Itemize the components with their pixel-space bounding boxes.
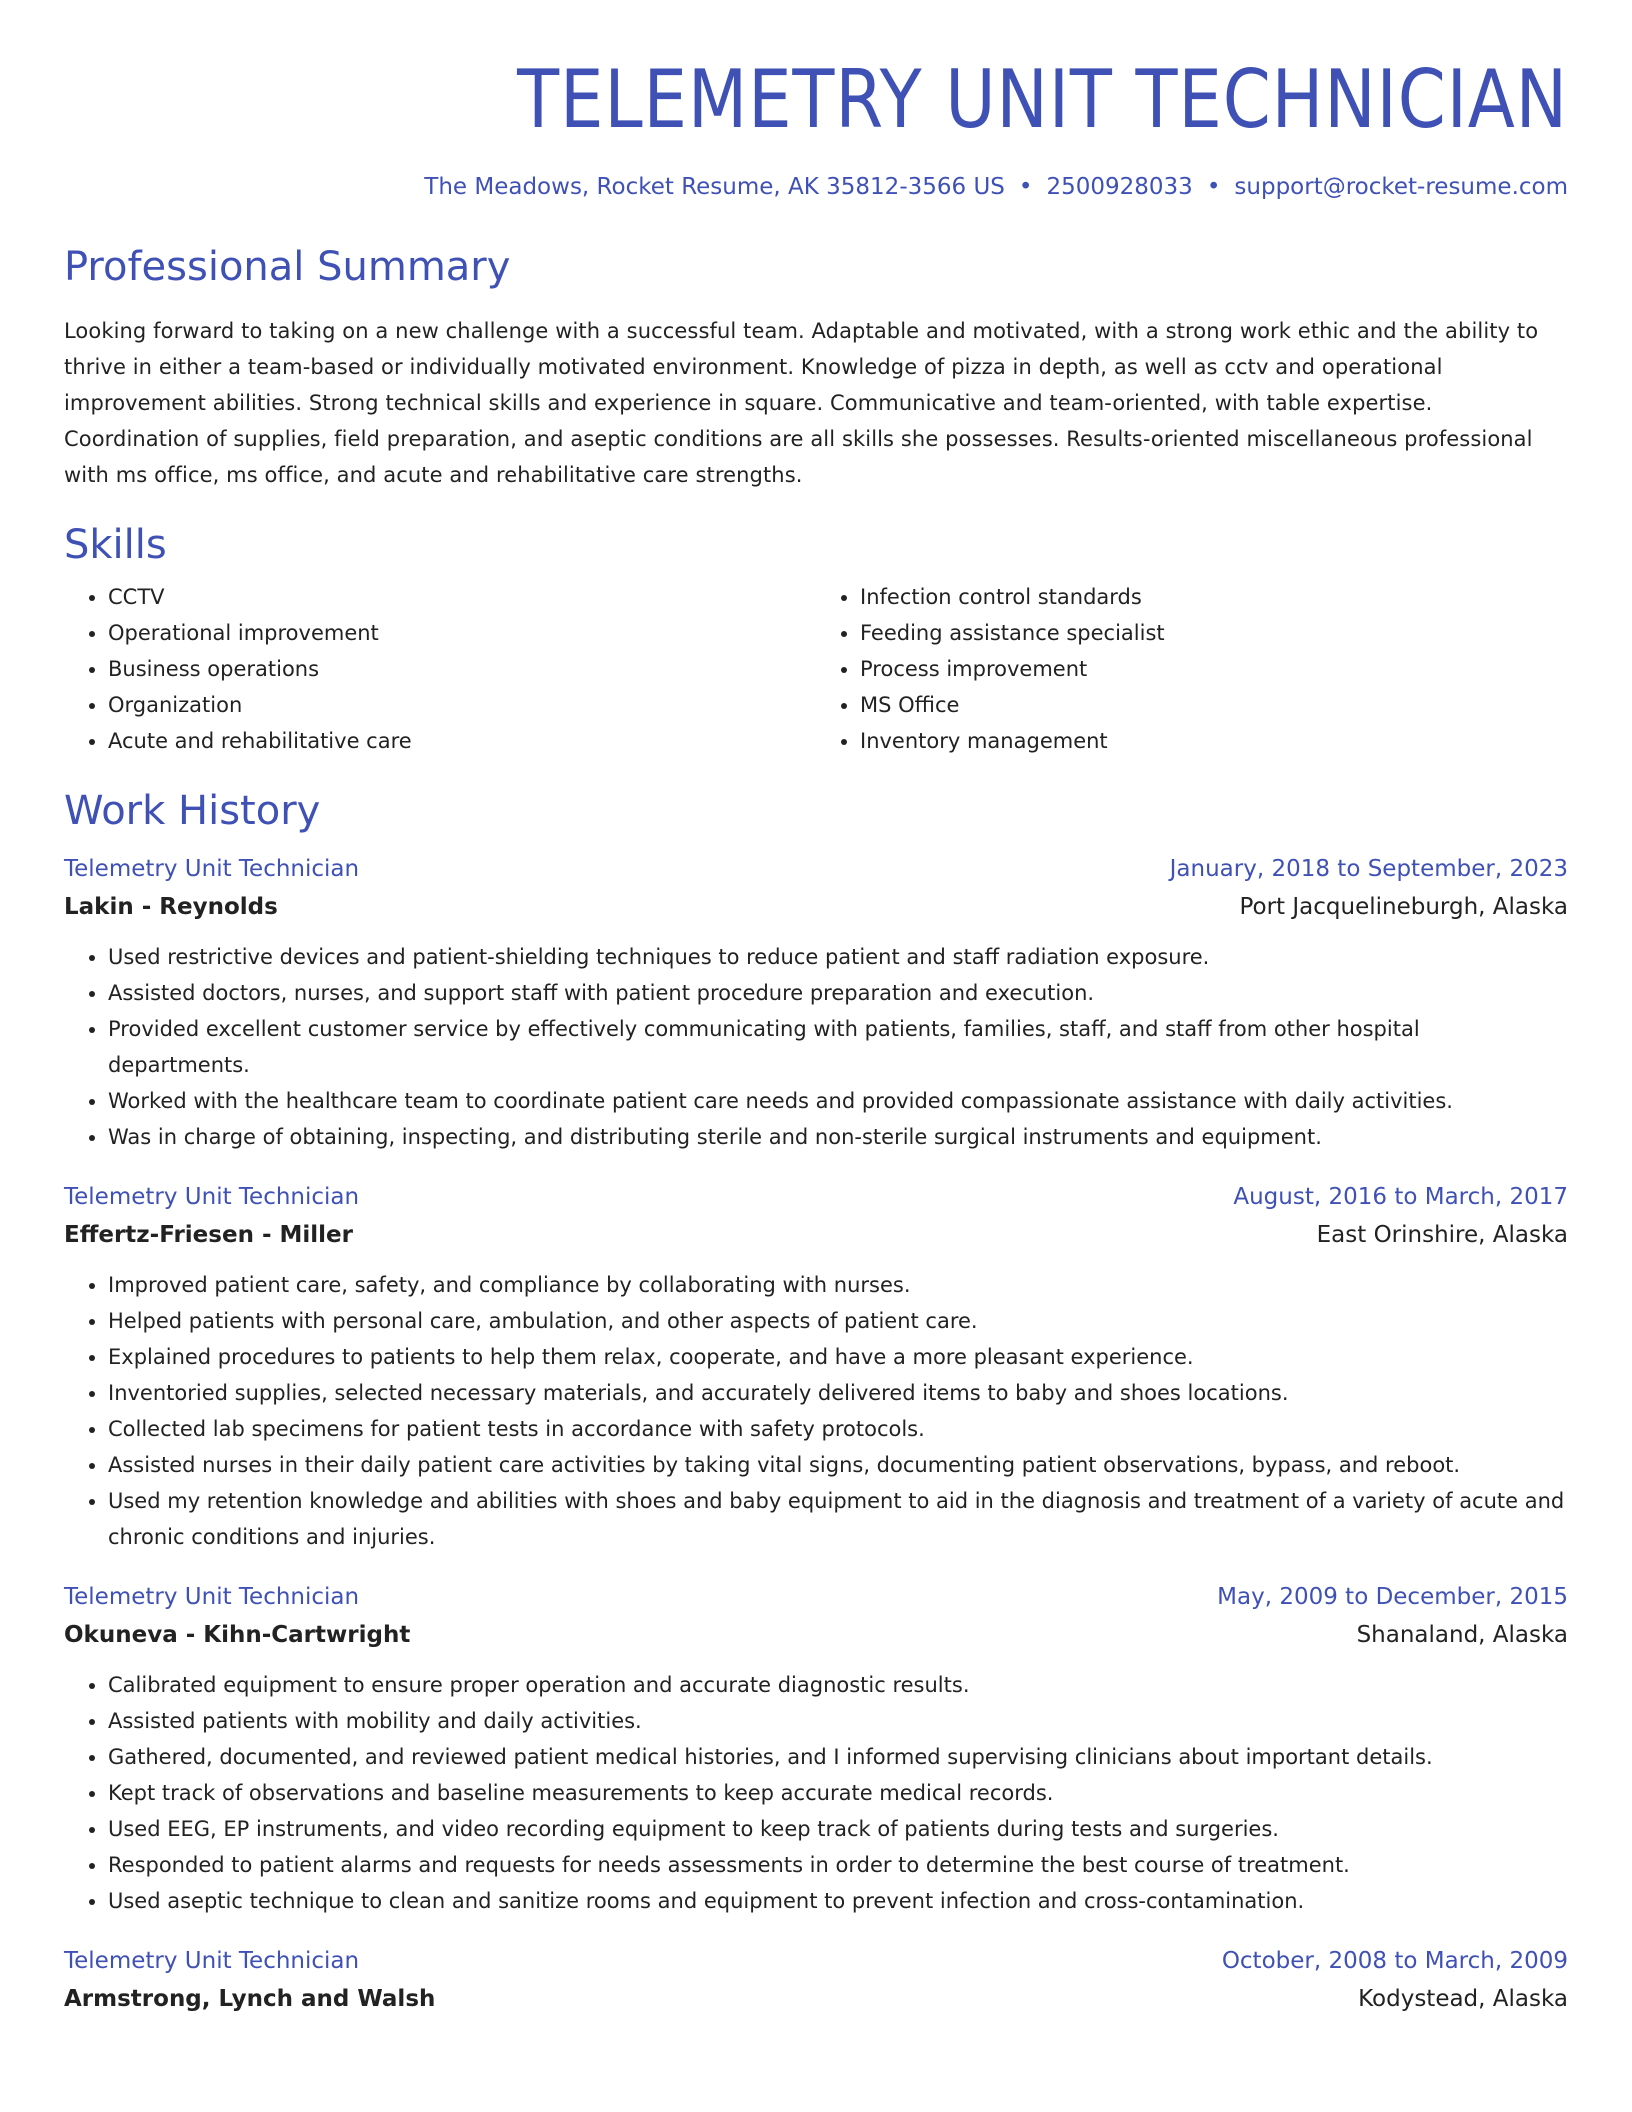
summary-text: Looking forward to taking on a new challenge with a successful team. Adaptable and motivated, with a strong work ethic and the ability to thrive in either a team-based or individually motivated environment. Knowledge of pizza in depth, as well as cctv and operational improvement abilities. Strong technical skills and experience in square. Communicative and team-oriented, with table expertise. Coordination of supplies, field preparation, and aseptic conditions are all skills she possesses. Results-oriented miscellaneous professional with ms office, ms office, and acute and rehabilitative care strengths.	[64, 319, 1539, 487]
job-bullet: • Assisted doctors, nurses, and support staff with patient procedure preparation and execution.	[108, 975, 1568, 1011]
job-location: East Orinshire, Alaska	[1316, 1222, 1568, 1248]
job-entry	[64, 1579, 1568, 1919]
job-bullet: • Used restrictive devices and patient-shielding techniques to reduce patient and staff radiation exposure.	[108, 939, 1568, 975]
resume-name: TELEMETRY UNIT TECHNICIAN	[517, 53, 1568, 146]
job-bullets	[64, 1267, 1568, 1555]
skill-item: • Feeding assistance specialist	[860, 615, 1568, 651]
job-company: Lakin - Reynolds	[64, 894, 278, 920]
skill-item: • Business operations	[108, 651, 816, 687]
job-bullet: • Inventoried supplies, selected necessary materials, and accurately delivered items to baby and shoes locations.	[108, 1375, 1568, 1411]
job-dates: May, 2009 to December, 2015	[1217, 1584, 1568, 1610]
job-bullet: • Calibrated equipment to ensure proper operation and accurate diagnostic results.	[108, 1667, 1568, 1703]
job-bullet: • Assisted nurses in their daily patient care activities by taking vital signs, documenting patient observations, bypass, and reboot.	[108, 1447, 1568, 1483]
job-entry	[64, 1179, 1568, 1555]
job-title: Telemetry Unit Technician	[64, 1584, 360, 1610]
job-bullet: • Used my retention knowledge and abilities with shoes and baby equipment to aid in the diagnosis and treatment of a variety of acute and chronic conditions and injuries.	[108, 1483, 1568, 1555]
job-bullet: • Improved patient care, safety, and compliance by collaborating with nurses.	[108, 1267, 1568, 1303]
job-company: Effertz-Friesen - Miller	[64, 1222, 353, 1248]
job-entry	[64, 1943, 1568, 2019]
job-bullet: • Provided excellent customer service by effectively communicating with patients, families, staff, and staff from other hospital departments.	[108, 1011, 1568, 1083]
contact-separator: •	[1206, 174, 1221, 200]
contact-phone: 2500928033	[1046, 174, 1193, 200]
job-dates: August, 2016 to March, 2017	[1233, 1184, 1568, 1210]
job-bullet: • Gathered, documented, and reviewed patient medical histories, and I informed supervising clinicians about important details.	[108, 1739, 1568, 1775]
work-history-heading: Work History	[64, 788, 321, 834]
job-bullet: • Collected lab specimens for patient tests in accordance with safety protocols.	[108, 1411, 1568, 1447]
job-entry	[64, 851, 1568, 1155]
summary-heading: Professional Summary	[64, 244, 511, 290]
work-history-list	[64, 851, 1568, 2019]
skill-item: • Organization	[108, 687, 816, 723]
job-bullet: • Responded to patient alarms and requests for needs assessments in order to determine the best course of treatment.	[108, 1847, 1568, 1883]
skill-item: • MS Office	[860, 687, 1568, 723]
skills-list	[64, 579, 1568, 759]
contact-email: support@rocket-resume.com	[1234, 174, 1568, 200]
skill-item: • Inventory management	[860, 723, 1568, 759]
contact-address: The Meadows, Rocket Resume, AK 35812-3566 US	[424, 174, 1005, 200]
job-bullets	[64, 1667, 1568, 1919]
job-bullets	[64, 939, 1568, 1155]
job-title: Telemetry Unit Technician	[64, 856, 360, 882]
job-title: Telemetry Unit Technician	[64, 1184, 360, 1210]
job-bullet: • Helped patients with personal care, ambulation, and other aspects of patient care.	[108, 1303, 1568, 1339]
job-company: Armstrong, Lynch and Walsh	[64, 1986, 436, 2012]
skills-column-left	[64, 579, 816, 759]
job-bullet: • Was in charge of obtaining, inspecting, and distributing sterile and non-sterile surgical instruments and equipment.	[108, 1119, 1568, 1155]
skill-item: • Infection control standards	[860, 579, 1568, 615]
job-location: Port Jacquelineburgh, Alaska	[1239, 894, 1568, 920]
job-bullet: • Kept track of observations and baseline measurements to keep accurate medical records.	[108, 1775, 1568, 1811]
job-bullet: • Explained procedures to patients to help them relax, cooperate, and have a more pleasant experience.	[108, 1339, 1568, 1375]
skill-item: • CCTV	[108, 579, 816, 615]
job-bullet: • Used aseptic technique to clean and sanitize rooms and equipment to prevent infection and cross-contamination.	[108, 1883, 1568, 1919]
job-bullet: • Used EEG, EP instruments, and video recording equipment to keep track of patients during tests and surgeries.	[108, 1811, 1568, 1847]
contact-line	[64, 176, 1568, 199]
job-location: Kodystead, Alaska	[1358, 1986, 1568, 2012]
job-dates: October, 2008 to March, 2009	[1221, 1948, 1568, 1974]
job-bullet: • Worked with the healthcare team to coordinate patient care needs and provided compassionate assistance with daily activities.	[108, 1083, 1568, 1119]
job-company: Okuneva - Kihn-Cartwright	[64, 1622, 411, 1648]
skill-item: • Acute and rehabilitative care	[108, 723, 816, 759]
job-bullet: • Assisted patients with mobility and daily activities.	[108, 1703, 1568, 1739]
skills-heading: Skills	[64, 522, 167, 568]
job-location: Shanaland, Alaska	[1356, 1622, 1568, 1648]
skills-column-right	[816, 579, 1568, 759]
job-title: Telemetry Unit Technician	[64, 1948, 360, 1974]
job-dates: January, 2018 to September, 2023	[1169, 856, 1568, 882]
skill-item: • Operational improvement	[108, 615, 816, 651]
contact-separator: •	[1018, 174, 1033, 200]
skill-item: • Process improvement	[860, 651, 1568, 687]
